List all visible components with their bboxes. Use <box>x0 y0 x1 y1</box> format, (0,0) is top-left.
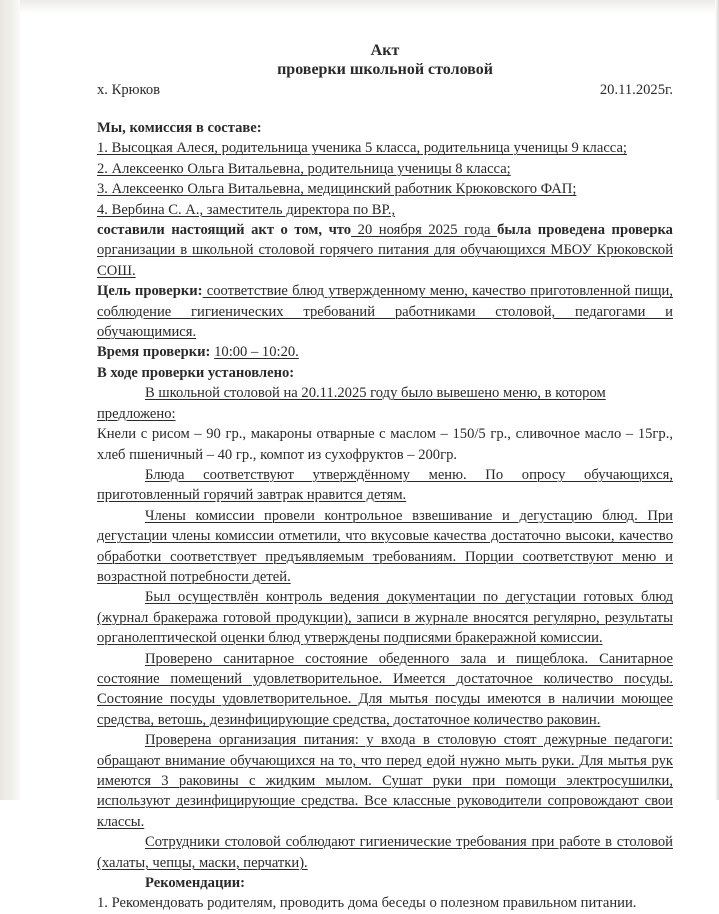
findings-heading: В ходе проверки установлено: <box>97 364 295 381</box>
finding-paragraph <box>97 465 673 506</box>
member-item: 4. Вербина С. А., заместитель директора по ВР., <box>97 201 396 218</box>
finding-text: Сотрудники столовой соблюдают гигиенические требования при работе в столовой (халаты, чепцы, маски, перчатки). <box>97 834 673 871</box>
act-date: 20 ноября 2025 года <box>351 222 498 239</box>
scan-right-edge <box>715 0 719 800</box>
recommendations-heading: Рекомендации: <box>145 875 246 892</box>
finding-text: Члены комиссии провели контрольное взвешивание и дегустацию блюд. При дегустации члены комиссии отметили, что вкусовые качества достаточно высоки, качество обработки соответствует предъявляемым требованиям. Порции соответствуют меню и возрастной потребности детей. <box>97 507 673 585</box>
finding-paragraph <box>97 730 673 832</box>
menu-intro-paragraph <box>97 383 673 424</box>
member-item: 2. Алексеенко Ольга Витальевна, родительница ученицы 8 класса; <box>97 160 511 177</box>
act-rest: организации в школьной столовой горячего питания для обучающихся МБОУ Крюковской СОШ. <box>97 242 673 279</box>
act-statement <box>97 220 673 281</box>
menu-items: Кнели с рисом – 90 гр., макароны отварные с маслом – 150/5 гр., сливочное масло – 15гр., хлеб пшеничный – 40 гр., компот из сухофруктов – 200гр. <box>97 426 673 463</box>
commission-heading: Мы, комиссия в составе: <box>97 120 262 136</box>
document-date: 20.11.2025г. <box>599 82 673 98</box>
purpose-label: Цель проверки: <box>97 283 203 300</box>
inspection-time <box>97 342 673 362</box>
finding-text: Был осуществлён контроль ведения документации по дегустации готовых блюд (журнал бракеража готовой продукции), записи в журнале вносятся регулярно, результаты органолептической оценки блюд утверждены подписями бракеражной комиссии. <box>97 589 673 647</box>
purpose <box>97 281 673 342</box>
time-label: Время проверки: <box>97 344 211 361</box>
time-value: 10:00 – 10:20. <box>214 344 299 361</box>
finding-text: Проверена организация питания: у входа в столовую стоят дежурные педагоги: обращают внимание обучающихся на то, что перед едой нужно мыть руки. Для мытья рук имеются 3 раковины с жидким мылом. Сушат руки при помощи электросушилки, используют дезинфицирующие средства. Все классные руководители сопровождают свои классы. <box>97 732 673 830</box>
scan-left-edge <box>0 0 20 800</box>
document-title: Акт <box>370 42 400 59</box>
act-intro: составили настоящий акт о том, что <box>97 222 352 239</box>
menu-intro: В школьной столовой на 20.11.2025 году было вывешено меню, в котором предложено: <box>97 385 606 422</box>
finding-paragraph <box>97 649 673 731</box>
finding-text: Проверено санитарное состояние обеденного зала и пищеблока. Санитарное состояние помещений удовлетворительное. Имеется достаточное количество посуды. Состояние посуды удовлетворительное. Для мытья посуды имеются в наличии моющее средства, ветошь, дезинфицирующие средства, достаточное количество раковин. <box>97 650 673 728</box>
act-bold-continuation: была проведена проверка <box>497 222 673 239</box>
document-body <box>97 118 673 914</box>
purpose-text: соответствие блюд утвержденному меню, качество приготовленной пищи, соблюдение гигиенических требований работниками столовой, педагогами и обучающимися. <box>97 283 673 341</box>
finding-paragraph <box>97 506 673 588</box>
member-item: 3. Алексеенко Ольга Витальевна, медицинский работник Крюковского ФАП; <box>97 181 577 198</box>
recommendation-item: 1. Рекомендовать родителям, проводить дома беседы о полезном правильном питании. <box>97 895 637 912</box>
finding-paragraph <box>97 587 673 648</box>
finding-text: Блюда соответствуют утверждённому меню. По опросу обучающихся, приготовленный горячий завтрак нравится детям. <box>97 466 673 504</box>
document-place: х. Крюков <box>97 82 161 98</box>
member-item: 1. Высоцкая Алеся, родительница ученика 5 класса, родительница ученицы 9 класса; <box>97 140 627 157</box>
finding-paragraph <box>97 832 673 873</box>
document-subtitle: проверки школьной столовой <box>277 61 493 78</box>
member-list <box>97 138 673 220</box>
scan-top-edge <box>20 0 719 14</box>
